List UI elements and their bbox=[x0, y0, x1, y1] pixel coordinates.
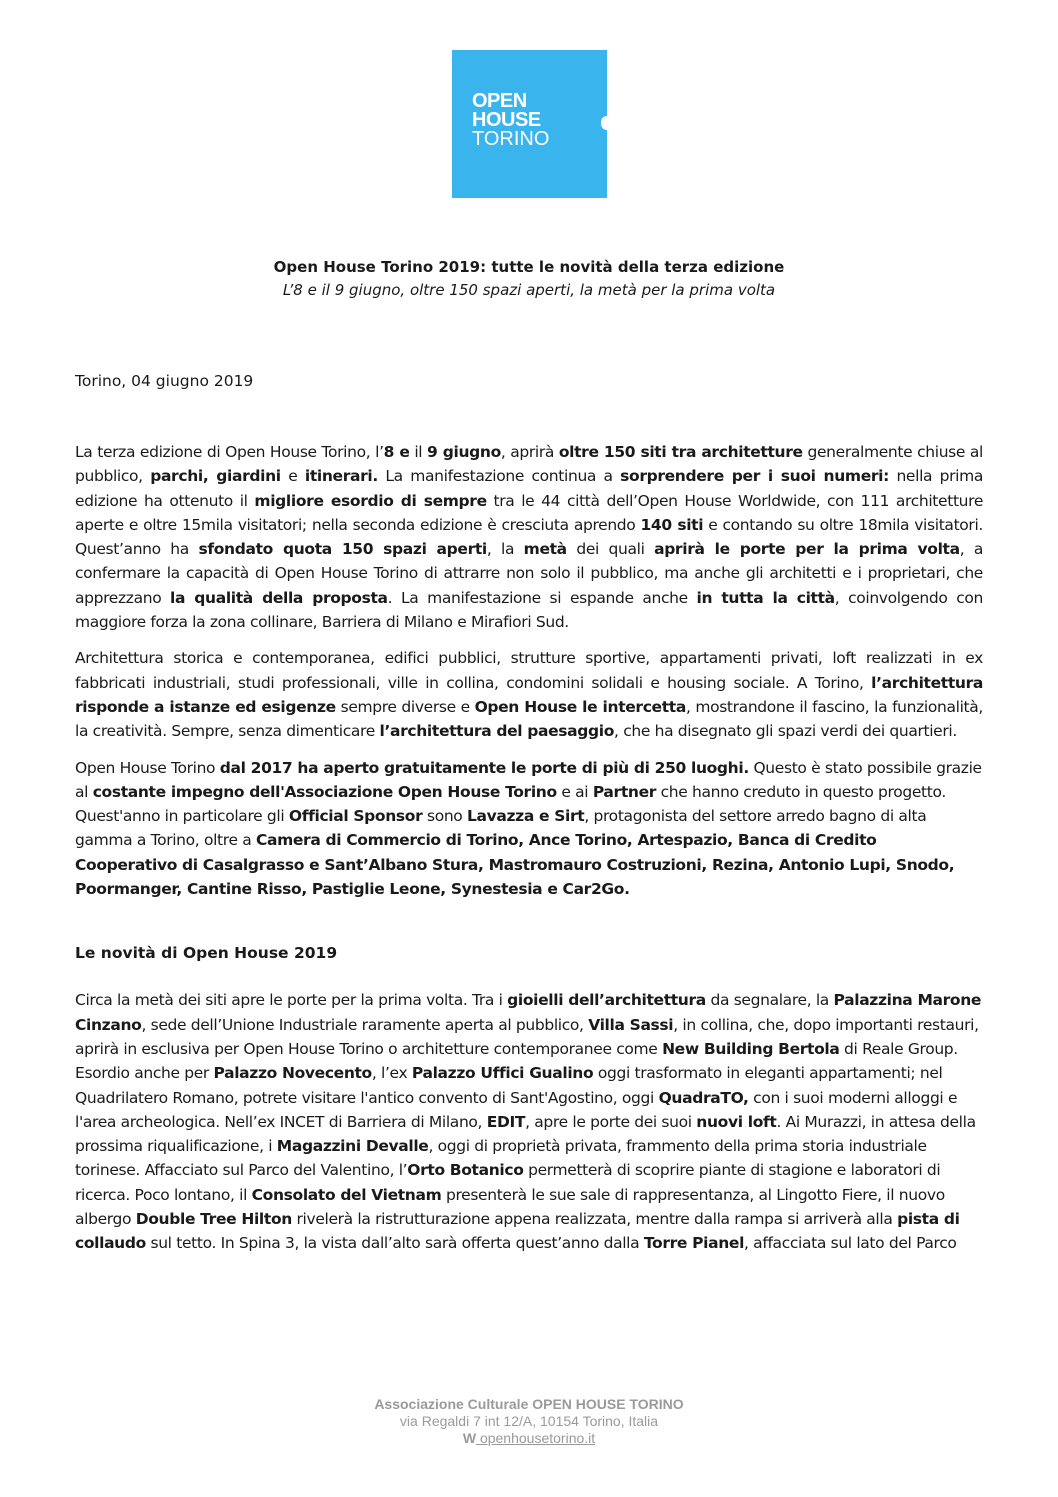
text-run: sul tetto. In Spina 3, la vista dall’alto sarà offerta quest’anno dalla bbox=[145, 1234, 644, 1253]
text-run: con i suoi moderni alloggi e l'area archeologica. Nell’ex INCET di Barriera di Milano, bbox=[75, 1088, 958, 1131]
bold-text-run: Open House le intercetta bbox=[474, 697, 686, 716]
text-run: nella prima edizione ha ottenuto il bbox=[75, 467, 984, 510]
bold-text-run: gioielli dell’architettura bbox=[507, 991, 706, 1010]
text-run: , apre le porte dei suoi bbox=[525, 1112, 697, 1131]
bold-text-run: Consolato del Vietnam bbox=[251, 1185, 442, 1204]
text-run: di Reale Group. Esordio anche per bbox=[75, 1039, 958, 1083]
bold-text-run: itinerari. bbox=[304, 467, 378, 486]
text-run: , coinvolgendo con maggiore forza la zona collinare, Barriera di Milano e Mirafiori Sud. bbox=[75, 588, 983, 632]
paragraph-sponsors bbox=[75, 756, 983, 902]
text-run: , che ha disegnato gli spazi verdi dei quartieri. bbox=[614, 722, 957, 741]
text-run: , oggi di proprietà privata, frammento della prima storia industriale torinese. Affacciato sul Parco del Valentino, l’ bbox=[75, 1137, 927, 1180]
text-run: rivelerà la ristrutturazione appena realizzata, mentre dalla rampa si arriverà alla bbox=[291, 1210, 898, 1229]
text-run: , affacciata sul lato del Parco bbox=[744, 1234, 957, 1253]
footer bbox=[0, 1396, 1058, 1447]
footer-website bbox=[0, 1430, 1058, 1447]
paragraph-intro bbox=[75, 440, 983, 634]
text-run: permetterà di scoprire piante di stagione e laboratori di ricerca. Poco lontano, il bbox=[75, 1161, 941, 1204]
text-run: , protagonista del settore arredo bagno di alta gamma a Torino, oltre a bbox=[75, 807, 927, 850]
headline-subtitle: L’8 e il 9 giugno, oltre 150 spazi aperti, la metà per la prima volta bbox=[282, 281, 776, 299]
bold-text-run: Double Tree Hilton bbox=[135, 1210, 292, 1229]
bold-text-run: Official Sponsor bbox=[288, 807, 423, 826]
text-run: e contando su oltre 18mila visitatori. Quest’anno ha bbox=[75, 515, 983, 559]
text-run: . Ai Murazzi, in attesa della prossima riqualificazione, i bbox=[75, 1112, 976, 1156]
text-run: , a confermare la capacità di Open House Torino di attrarre non solo il pubblico, ma anche gli architetti e i proprietari, che apprezzano bbox=[75, 540, 983, 607]
bold-text-run: EDIT bbox=[486, 1112, 526, 1131]
bold-text-run: Camera di Commercio di Torino, Ance Torino, Artespazio, Banca di Credito Cooperativo di Casalgrasso e Sant’Albano Stura, Mastromauro Costruzioni, Rezina, Antonio Lupi, Snodo, Poormanger, Cantine Risso, Pastiglie Leone, Synestesia e Car2Go. bbox=[75, 831, 955, 899]
text-run: e bbox=[280, 467, 305, 486]
text-run: sono bbox=[422, 807, 468, 826]
text-run: Circa la metà dei siti apre le porte per la prima volta. Tra i bbox=[75, 991, 508, 1010]
text-run: sempre diverse e bbox=[335, 697, 475, 716]
footer-web-link[interactable]: openhousetorino.it bbox=[476, 1430, 596, 1446]
bold-text-run: nuovi loft bbox=[696, 1112, 777, 1131]
paragraph-architecture bbox=[75, 646, 983, 743]
bold-text-run: 9 giugno bbox=[427, 443, 501, 461]
text-run: generalmente chiuse al pubblico, bbox=[75, 443, 983, 486]
bold-text-run: l’architettura del paesaggio bbox=[379, 722, 615, 741]
bold-text-run: la qualità della proposta bbox=[170, 588, 388, 607]
text-run: La manifestazione continua a bbox=[377, 467, 621, 486]
press-release-headline bbox=[0, 256, 1058, 302]
bold-text-run: dal 2017 ha aperto gratuitamente le porte di più di 250 luoghi. bbox=[219, 758, 749, 777]
bold-text-run: metà bbox=[523, 540, 567, 559]
bold-text-run: costante impegno dell'Associazione Open House Torino bbox=[92, 782, 557, 801]
bold-text-run: aprirà le porte per la prima volta bbox=[654, 540, 960, 559]
bold-text-run: Orto Botanico bbox=[407, 1161, 524, 1180]
bold-text-run: Torre Pianel bbox=[643, 1234, 745, 1253]
bold-text-run: Magazzini Devalle bbox=[276, 1137, 429, 1156]
text-run: . La manifestazione si espande anche bbox=[387, 588, 697, 607]
text-run: , l’ex bbox=[371, 1064, 412, 1083]
paragraph-novelties bbox=[75, 988, 983, 1255]
footer-web-label: W bbox=[462, 1430, 477, 1446]
text-run: , mostrandone il fascino, la funzionalità, la creatività. Sempre, senza dimenticare bbox=[75, 697, 983, 741]
text-run: Questo è stato possibile grazie al bbox=[75, 758, 982, 801]
logo-dot-icon bbox=[601, 116, 613, 130]
open-house-torino-logo bbox=[452, 50, 607, 198]
logo-text bbox=[472, 92, 549, 149]
text-run: , sede dell’Unione Industriale raramente aperta al pubblico, bbox=[141, 1015, 589, 1034]
bold-text-run: New Building Bertola bbox=[662, 1039, 840, 1058]
section-title: Le novità di Open House 2019 bbox=[75, 944, 338, 963]
logo-line-open: OPEN bbox=[472, 90, 527, 112]
bold-text-run: Lavazza e Sirt bbox=[467, 807, 585, 826]
footer-address: via Regaldi 7 int 12/A, 10154 Torino, Italia bbox=[399, 1413, 659, 1429]
bold-text-run: migliore esordio di sempre bbox=[254, 491, 487, 510]
text-run: Open House Torino bbox=[75, 758, 220, 777]
text-run: il bbox=[409, 443, 428, 461]
footer-organization: Associazione Culturale OPEN HOUSE TORINO bbox=[374, 1396, 684, 1412]
bold-text-run: 8 e bbox=[383, 443, 410, 461]
bold-text-run: l’architettura risponde a istanze ed esigenze bbox=[75, 673, 983, 716]
bold-text-run: sorprendere per i suoi numeri: bbox=[620, 467, 889, 486]
bold-text-run: Palazzina Marone Cinzano bbox=[75, 991, 982, 1034]
text-run: dei quali bbox=[566, 540, 655, 559]
text-run: , in collina, che, dopo importanti restauri, aprirà in esclusiva per Open House Torino o architetture contemporanee come bbox=[75, 1015, 979, 1058]
headline-title: Open House Torino 2019: tutte le novità della terza edizione bbox=[273, 258, 785, 276]
text-run: , aprirà bbox=[500, 443, 559, 461]
text-run: , la bbox=[486, 540, 524, 559]
logo-line-house: HOUSE bbox=[472, 109, 541, 131]
text-run: Architettura storica e contemporanea, edifici pubblici, strutture sportive, appartamenti privati, loft realizzati in ex fabbricati industriali, studi professionali, ville in collina, condomini solidali e housing sociale. A Torino, bbox=[75, 649, 983, 692]
bold-text-run: Villa Sassi bbox=[588, 1015, 674, 1034]
text-run: La terza edizione di Open House Torino, l’ bbox=[75, 443, 384, 461]
text-run: che hanno creduto in questo progetto. Quest'anno in particolare gli bbox=[75, 782, 946, 826]
bold-text-run: 140 siti bbox=[640, 515, 704, 534]
text-run: da segnalare, la bbox=[705, 991, 834, 1010]
bold-text-run: sfondato quota 150 spazi aperti bbox=[198, 540, 487, 559]
bold-text-run: parchi, giardini bbox=[150, 467, 281, 486]
bold-text-run: Palazzo Novecento bbox=[213, 1064, 372, 1083]
bold-text-run: Palazzo Uffici Gualino bbox=[411, 1064, 594, 1083]
bold-text-run: QuadraTO, bbox=[658, 1088, 749, 1107]
bold-text-run: pista di collaudo bbox=[75, 1210, 960, 1253]
dateline: Torino, 04 giugno 2019 bbox=[75, 372, 254, 390]
bold-text-run: Partner bbox=[592, 782, 657, 801]
document-body bbox=[75, 440, 983, 1268]
text-run: e ai bbox=[556, 782, 593, 801]
text-run: tra le 44 città dell’Open House Worldwide, con 111 architetture aperte e oltre 15mila visitatori; nella seconda edizione è cresciuta aprendo bbox=[75, 491, 984, 534]
logo-line-torino: TORINO bbox=[472, 128, 550, 150]
text-run: oggi trasformato in eleganti appartamenti; nel Quadrilatero Romano, potrete visitare l'antico convento di Sant'Agostino, oggi bbox=[75, 1064, 943, 1107]
bold-text-run: oltre 150 siti tra architetture bbox=[558, 443, 803, 461]
text-run: presenterà le sue sale di rappresentanza, al Lingotto Fiere, il nuovo albergo bbox=[75, 1185, 945, 1229]
bold-text-run: in tutta la città bbox=[696, 588, 835, 607]
